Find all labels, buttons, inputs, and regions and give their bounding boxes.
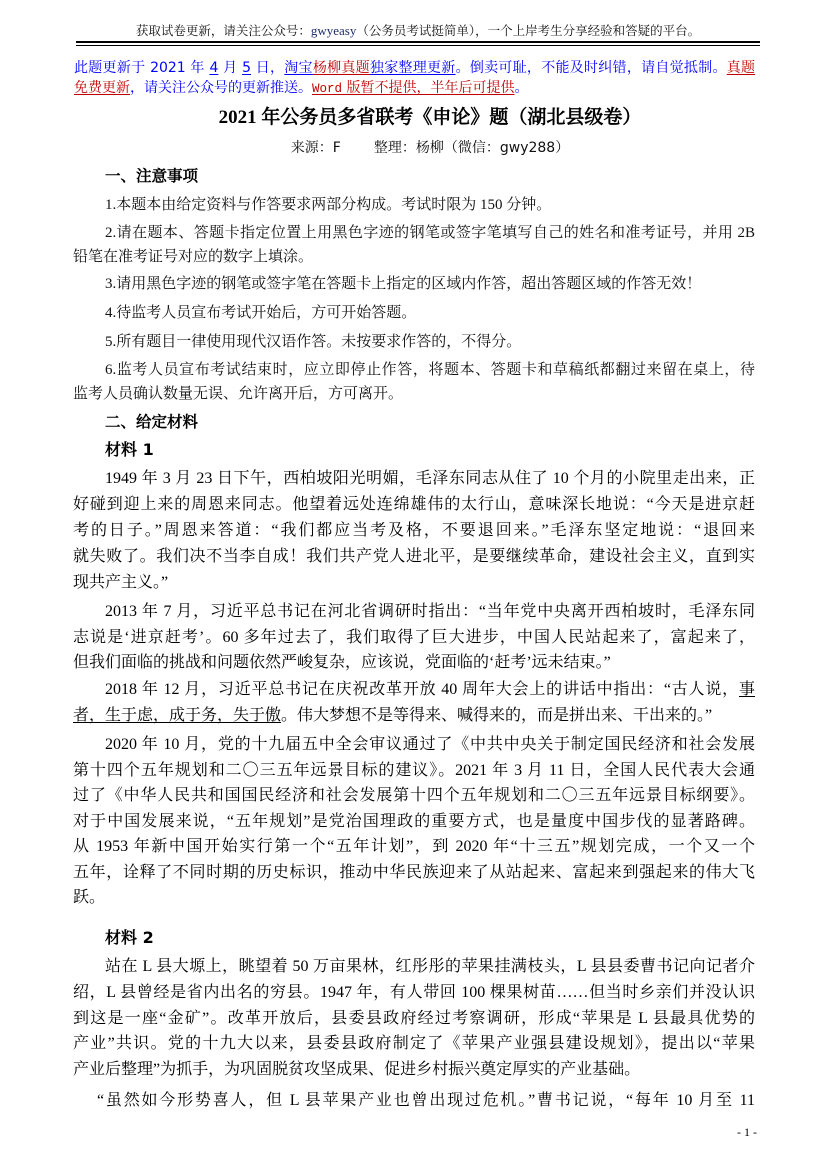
paragraph-line: 但我们面临的挑战和问题依然严峻复杂，应该说，党面临的‘赶考’远未结束。” (73, 654, 611, 671)
notice-text: 月 (218, 60, 243, 76)
instruction-item (73, 301, 755, 325)
instruction-line: 5.所有题目一律使用现代汉语作答。未按要求作答的，不得分。 (105, 334, 522, 350)
paragraph (73, 677, 755, 729)
yangliu-zhenti-link[interactable]: 杨柳真题 (312, 60, 370, 76)
paragraph (73, 1088, 755, 1114)
notice-line-2 (74, 78, 755, 99)
paragraph (73, 954, 755, 1083)
paragraph-line: 2020 年 10 月，党的十九届五中全会审议通过了《中共中央关于制定国民经济和社会发展 (105, 736, 755, 753)
paragraph-line: 就失败了。我们决不当李自成！我们共产党人进北平，是要继续革命，建设社会主义，直到实 (73, 548, 755, 565)
header-rule-thick (76, 41, 760, 43)
notice-day: 5 (242, 60, 251, 76)
paragraph-line (73, 677, 755, 703)
notice-text: ，请关注公众号的更新推送。 (130, 80, 312, 96)
paragraph-line: 从 1953 年新中国开始实行第一个“五年计划”，到 2020 年“十三五”规划完成，一个又一个 (73, 838, 755, 855)
header-account: gwyeasy (310, 23, 357, 38)
section-heading-materials: 二、给定材料 (105, 413, 199, 431)
section-heading-instructions: 一、注意事项 (105, 167, 199, 185)
paragraph-line: 过了《中华人民共和国国民经济和社会发展第十四个五年规划和二〇三五年远景目标纲要》。 (73, 787, 755, 804)
paragraph-line: 第十四个五年规划和二〇三五年远景目标的建议》。2021 年 3 月 11 日，全国人民代表大会通 (73, 761, 755, 779)
free-update-link[interactable]: 真题 (726, 60, 756, 76)
paragraph-line: 产业”共识。党的十九大以来，县委县政府制定了《苹果产业强县建设规划》，提出以“苹果 (73, 1035, 755, 1053)
instruction-line: 监考人员确认数量无误、允许离开后，方可离开。 (73, 386, 404, 402)
paragraph-line: 考的日子。”周恩来答道：“我们都应当考及格，不要退回来。”毛泽东坚定地说：“退回来 (73, 522, 755, 539)
paragraph-line: 好碰到迎上来的周恩来同志。他望着远处连绵雄伟的太行山，意味深长地说：“今天是进京赶 (73, 496, 755, 513)
notice-text: 日， (251, 60, 285, 76)
instruction-line: 2.请在题本、答题卡指定位置上用黑色字迹的钢笔或签字笔填写自己的姓名和准考证号，并用 2B (105, 225, 755, 241)
instruction-item (73, 358, 755, 406)
header-suffix: （公务员考试挺简单），一个上岸考生分享经验和答疑的平台。 (356, 23, 701, 38)
instruction-line: 6.监考人员宣布考试结束时，应立即停止作答，将题本、答题卡和草稿纸都翻过来留在桌上，待 (105, 362, 755, 378)
paragraph-text: 。伟大梦想不是等得来、喊得来的，而是拼出来、干出来的。” (281, 707, 713, 724)
paragraph-line: 跃。 (73, 889, 106, 906)
word-version-link[interactable]: Word (312, 82, 343, 96)
paragraph-line: 1949 年 3 月 23 日下午，西柏坡阳光明媚，毛泽东同志从住了 10 个月的小院里走出来，正 (105, 470, 755, 487)
paragraph (73, 732, 755, 911)
instruction-item (73, 330, 755, 354)
notice-line-1 (74, 58, 755, 78)
notice-month: 4 (209, 60, 219, 76)
paragraph-line: 志说是‘进京赶考’。60 多年过去了，我们取得了巨大进步，中国人民站起来了，富起来了， (73, 628, 755, 646)
instruction-line: 3.请用黑色字迹的钢笔或签字笔在答题卡上指定的区域内作答，超出答题区域的作答无效！ (105, 276, 702, 292)
page-number: - 1 - (737, 1125, 757, 1139)
notice-text: 此题更新于 2021 年 (74, 60, 210, 76)
instruction-line: 4.待监考人员宣布考试开始后，方可开始答题。 (105, 305, 417, 321)
paragraph-line: 站在 L 县大塬上，眺望着 50 万亩果林，红彤彤的苹果挂满枝头，L 县县委曹书记向记者介 (105, 958, 755, 975)
header-prefix: 获取试卷更新，请关注公众号： (135, 23, 311, 38)
paragraph-line: 产业后整理”为抓手，为巩固脱贫攻坚成果、促进乡村振兴奠定厚实的产业基础。 (73, 1061, 641, 1079)
material-1-label: 材料 1 (105, 440, 154, 459)
header-rule-thin (76, 45, 760, 46)
free-update-link[interactable]: 免费更新 (74, 80, 130, 96)
paragraph-line: 现共产主义。” (73, 574, 169, 591)
paragraph-line: 2013 年 7 月，习近平总书记在河北省调研时指出：“当年党中央离开西柏坡时，毛泽东同 (105, 603, 755, 620)
document-title: 2021 年公务员多省联考《申论》题（湖北县级卷） (218, 107, 642, 128)
paragraph-text: 2018 年 12 月，习近平总书记在庆祝改革开放 40 周年大会上的讲话中指出：“古人说， (105, 681, 739, 698)
paragraph-line: 到这是一座“金矿”。改革开放后，县委县政府经过考察调研，形成“苹果是 L 县最具优势的 (73, 1009, 755, 1027)
paragraph-line (73, 703, 755, 729)
instruction-line: 铅笔在准考证号对应的数字上填涂。 (73, 249, 314, 265)
update-notice (74, 58, 755, 99)
paragraph (73, 599, 755, 676)
material-2-label: 材料 2 (105, 928, 154, 947)
source: 来源：F (290, 140, 341, 156)
paragraph (73, 466, 755, 596)
word-version-link[interactable]: 版暂不提供，半年后可提供 (342, 80, 515, 96)
instruction-line: 1.本题本由给定资料与作答要求两部分构成。考试时限为 150 分钟。 (105, 197, 552, 213)
underlined-quote: 者，生于虑，成于务，失于傲 (73, 707, 282, 724)
instruction-item (73, 221, 755, 269)
taobao-link[interactable]: 淘宝 (284, 60, 313, 76)
underlined-quote: 事 (738, 681, 755, 698)
notice-text: 。倒卖可耻，不能及时纠错，请自觉抵制。 (455, 60, 727, 76)
compiler: 整理：杨柳（微信：gwy288） (373, 140, 570, 156)
instruction-item (73, 193, 755, 217)
paragraph-line: 对于中国发展来说，“五年规划”是党治国理政的重要方式，也是量度中国步伐的显著路碑。 (73, 812, 755, 830)
paragraph-line: 绍，L 县曾经是省内出名的穷县。1947 年，有人带回 100 棵果树苗……但当时乡亲们并没认识 (73, 983, 755, 1001)
instruction-item (73, 272, 755, 296)
exclusive-update-link[interactable]: 独家整理更新 (369, 60, 456, 76)
source-line (80, 138, 780, 158)
paragraph-line: 五年，诠释了不同时期的历史标识，推动中华民族迎来了从站起来、富起来到强起来的伟大飞 (73, 863, 755, 881)
page-header (76, 22, 760, 40)
paragraph-line: “虽然如今形势喜人，但 L 县苹果产业也曾出现过危机。”曹书记说，“每年 10 月至 11 (97, 1092, 755, 1109)
notice-text: 。 (514, 80, 529, 96)
